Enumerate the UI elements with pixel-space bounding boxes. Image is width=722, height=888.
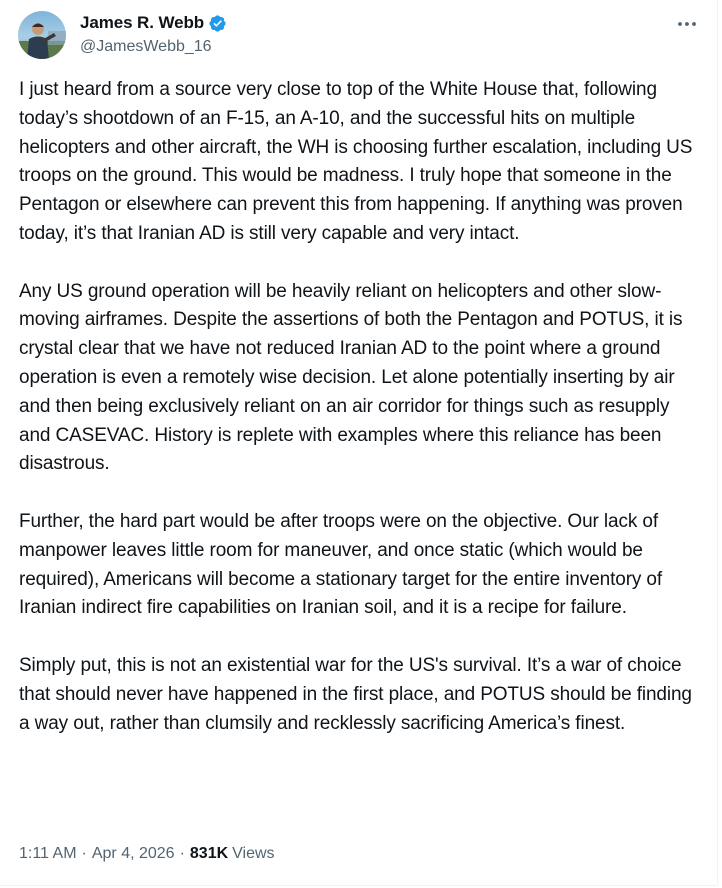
more-horizontal-icon[interactable] — [674, 16, 700, 32]
tweet-paragraph: Simply put, this is not an existential war for the US's survival. It’s a war of choice that should never have happened in the first place, and POTUS should be finding a way out, rather than clumsily and recklessly sacrificing America’s finest. — [19, 654, 692, 734]
tweet-text — [19, 76, 703, 738]
avatar-photo — [18, 11, 66, 59]
author-handle[interactable]: @JamesWebb_16 — [80, 38, 212, 55]
views-count[interactable]: 831K — [189, 845, 229, 862]
views-label: Views — [232, 845, 275, 862]
tweet-paragraph: I just heard from a source very close to top of the White House that, following today’s shootdown of an F-15, an A-10, and the successful hits on multiple helicopters and other aircraft, the WH is choosing further escalation, including US troops on the ground. This would be madness. I truly hope that someone in the Pentagon or elsewhere can prevent this from happening. If anything was proven today, it’s that Iranian AD is still very capable and very intact. — [19, 79, 693, 244]
meta-separator: · — [179, 845, 185, 862]
avatar[interactable] — [18, 11, 66, 59]
meta-separator: · — [81, 845, 87, 862]
author-name-row — [80, 13, 227, 33]
tweet-metadata — [19, 845, 275, 863]
tweet-paragraph: Any US ground operation will be heavily reliant on helicopters and other slow-moving airframes. Despite the assertions of both the Pentagon and POTUS, it is crystal clear that we have not reduced Iranian AD to the point where a ground operation is even a remotely wise decision. Let alone potentially inserting by air and then being exclusively reliant on an air corridor for things such as resupply and CASEVAC. History is replete with examples where this reliance has been disastrous. — [19, 280, 683, 475]
tweet-paragraph: Further, the hard part would be after troops were on the objective. Our lack of manpower leaves little room for maneuver, and once static (which would be required), Americans will become a stationary target for the entire inventory of Iranian indirect fire capabilities on Iranian soil, and it is a recipe for failure. — [19, 510, 663, 619]
tweet-timestamp-date[interactable]: Apr 4, 2026 — [91, 845, 175, 862]
tweet-timestamp-time[interactable]: 1:11 AM — [19, 845, 77, 862]
author-display-name[interactable]: James R. Webb — [80, 13, 205, 32]
verified-badge-icon — [208, 14, 227, 33]
